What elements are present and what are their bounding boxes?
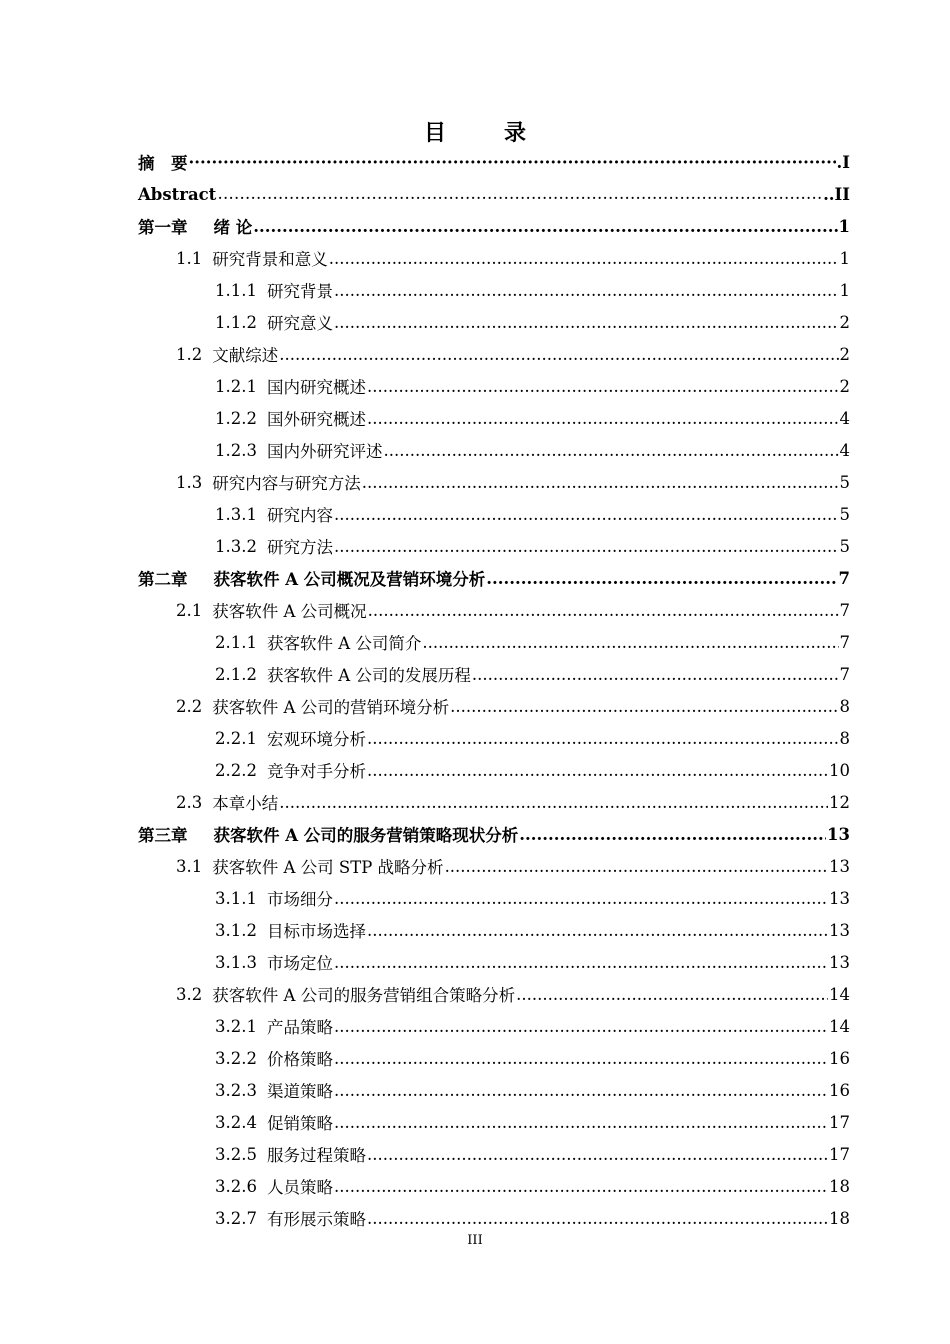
toc-entry-title: 研究背景 (266, 282, 333, 301)
toc-entry[interactable] (138, 498, 850, 530)
toc-entry-number: 第一章 (138, 218, 188, 237)
toc-entry[interactable] (138, 690, 850, 722)
toc-entry[interactable] (138, 882, 850, 914)
toc-entry[interactable] (138, 338, 850, 370)
toc-entry-page: 4 (839, 408, 850, 428)
toc-entry-number: 3.2.1 (215, 1016, 257, 1036)
toc-entry-number: 1.3.2 (215, 536, 257, 556)
dot-leader (334, 1083, 828, 1100)
dot-leader (422, 635, 838, 652)
toc-entry[interactable] (138, 754, 850, 786)
toc-entry-page: 12 (829, 792, 850, 812)
dot-leader (368, 603, 839, 620)
toc-entry-number: 1.2 (176, 344, 203, 364)
toc-entry-title: 市场细分 (266, 890, 333, 909)
toc-entry-page: ..II (823, 184, 850, 204)
toc-entry-number: 3.1.3 (215, 952, 257, 972)
toc-entry-page: .I (836, 152, 850, 172)
toc-entry-page: 2 (839, 344, 850, 364)
toc-entry-title: 研究内容与研究方法 (212, 474, 361, 493)
toc-entry-title: 获客软件 A 公司概况 (212, 602, 367, 621)
toc-entry-title: 产品策略 (266, 1018, 333, 1037)
toc-entry-page: 17 (829, 1112, 850, 1132)
dot-leader (445, 859, 828, 876)
toc-entry[interactable] (138, 626, 850, 658)
toc-entry-title: 国内研究概述 (266, 378, 366, 397)
toc-entry-number: 第二章 (138, 570, 188, 589)
toc-entry-page: 14 (829, 1016, 850, 1036)
toc-entry[interactable] (138, 1010, 850, 1042)
toc-entry-number: 1.1 (176, 248, 203, 268)
toc-entry-page: 8 (839, 728, 850, 748)
toc-entry-number: 3.1 (176, 856, 203, 876)
dot-leader (189, 155, 836, 172)
toc-entry-page: 4 (839, 440, 850, 460)
toc-entry-title: 获客软件 A 公司的服务营销组合策略分析 (212, 986, 516, 1005)
toc-entry-number: 1.3.1 (215, 504, 257, 524)
toc-entry-title: 获客软件 A 公司的发展历程 (266, 666, 471, 685)
toc-entry-page: 1 (838, 216, 850, 236)
toc-entry-title: 渠道策略 (266, 1082, 333, 1101)
toc-entry-title: 本章小结 (212, 794, 279, 813)
toc-entry[interactable] (138, 562, 850, 594)
toc-entry-title: 宏观环境分析 (266, 730, 366, 749)
toc-entry-page: 13 (829, 952, 850, 972)
toc-entry[interactable] (138, 722, 850, 754)
toc-entry-title: 服务过程策略 (266, 1146, 366, 1165)
dot-leader (334, 891, 828, 908)
toc-entry-page: 1 (839, 248, 850, 268)
toc-entry[interactable] (138, 210, 850, 242)
toc-entry-title: 人员策略 (266, 1178, 333, 1197)
toc-entry-number: 3.2.6 (215, 1176, 257, 1196)
toc-entry-title: 国内外研究评述 (266, 442, 383, 461)
toc-entry-title: 有形展示策略 (266, 1210, 366, 1229)
toc-entry-number: 1.3 (176, 472, 203, 492)
dot-leader (450, 699, 838, 716)
toc-entry[interactable] (138, 1138, 850, 1170)
dot-leader (362, 475, 839, 492)
toc-entry-title: 促销策略 (266, 1114, 333, 1133)
dot-leader (486, 571, 837, 588)
toc-entry[interactable] (138, 306, 850, 338)
toc-entry-page: 13 (829, 856, 850, 876)
toc-entry-number: 1.2.2 (215, 408, 257, 428)
dot-leader (329, 251, 839, 268)
toc-entry[interactable] (138, 850, 850, 882)
toc-entry-title: 绪 论 (213, 218, 253, 237)
toc-entry-page: 7 (838, 568, 850, 588)
toc-entry-number: 3.2.7 (215, 1208, 257, 1228)
dot-leader (367, 411, 839, 428)
table-of-contents (138, 146, 850, 1234)
toc-entry[interactable] (138, 274, 850, 306)
dot-leader (367, 1211, 828, 1228)
toc-entry[interactable] (138, 978, 850, 1010)
dot-leader (367, 923, 828, 940)
toc-entry[interactable] (138, 818, 850, 850)
toc-entry-page: 2 (839, 312, 850, 332)
toc-entry[interactable] (138, 466, 850, 498)
toc-entry-title: 获客软件 A 公司简介 (266, 634, 422, 653)
dot-leader (367, 379, 839, 396)
toc-entry-number: 1.1.1 (215, 280, 257, 300)
toc-entry-page: 13 (829, 920, 850, 940)
dot-leader (367, 731, 839, 748)
toc-entry-number: 2.2.2 (215, 760, 257, 780)
toc-entry-title: 研究方法 (266, 538, 333, 557)
toc-entry-title: 价格策略 (266, 1050, 333, 1069)
dot-leader (279, 795, 828, 812)
toc-entry-title: 研究内容 (266, 506, 333, 525)
dot-leader (334, 539, 839, 556)
toc-entry[interactable] (138, 1042, 850, 1074)
toc-entry[interactable] (138, 402, 850, 434)
toc-entry[interactable] (138, 786, 850, 818)
toc-entry[interactable] (138, 1202, 850, 1234)
toc-entry-page: 7 (839, 632, 850, 652)
page-title: 目 录 (423, 120, 544, 146)
page-number: III (467, 1233, 483, 1248)
toc-entry-number: 2.1 (176, 600, 203, 620)
toc-entry-number: 2.2 (176, 696, 203, 716)
toc-entry[interactable] (138, 1074, 850, 1106)
toc-entry-number: 2.2.1 (215, 728, 257, 748)
toc-entry-number: 3.1.1 (215, 888, 257, 908)
toc-entry-page: 13 (827, 824, 850, 844)
toc-entry-page: 7 (839, 664, 850, 684)
toc-entry[interactable] (138, 658, 850, 690)
toc-entry-number: 3.2.3 (215, 1080, 257, 1100)
toc-entry-number: 第三章 (138, 826, 188, 845)
toc-entry-page: 18 (829, 1208, 850, 1228)
toc-entry-page: 5 (839, 504, 850, 524)
toc-entry[interactable] (138, 242, 850, 274)
toc-entry-title: 市场定位 (266, 954, 333, 973)
dot-leader (217, 186, 822, 203)
dot-leader (383, 443, 838, 460)
toc-entry[interactable] (138, 434, 850, 466)
toc-entry[interactable] (138, 1170, 850, 1202)
toc-entry-title: 目标市场选择 (266, 922, 366, 941)
toc-entry[interactable] (138, 370, 850, 402)
toc-entry[interactable] (138, 914, 850, 946)
toc-entry-title: 文献综述 (212, 346, 279, 365)
dot-leader (334, 955, 828, 972)
toc-entry-page: 2 (839, 376, 850, 396)
toc-entry-page: 10 (829, 760, 850, 780)
toc-entry[interactable] (138, 146, 850, 178)
toc-entry-title: 研究背景和意义 (212, 250, 328, 269)
toc-entry-page: 16 (829, 1048, 850, 1068)
toc-entry-number: 3.2.4 (215, 1112, 257, 1132)
toc-entry-number: 3.2.5 (215, 1144, 257, 1164)
toc-entry-number: 3.2 (176, 984, 203, 1004)
toc-entry-title: 摘 要 (138, 154, 188, 173)
toc-entry-number: 3.1.2 (215, 920, 257, 940)
toc-entry-number: 2.1.2 (215, 664, 257, 684)
toc-entry-number: 1.1.2 (215, 312, 257, 332)
dot-leader (253, 219, 837, 236)
toc-entry-page: 5 (839, 536, 850, 556)
toc-entry-number: 2.3 (176, 792, 203, 812)
toc-entry[interactable] (138, 946, 850, 978)
dot-leader (334, 1115, 828, 1132)
toc-entry[interactable] (138, 530, 850, 562)
dot-leader (334, 507, 839, 524)
toc-entry[interactable] (138, 178, 850, 210)
toc-entry-page: 7 (839, 600, 850, 620)
dot-leader (334, 1019, 828, 1036)
toc-entry-title: 获客软件 A 公司的服务营销策略现状分析 (213, 826, 519, 845)
toc-entry-title: 获客软件 A 公司概况及营销环境分析 (213, 570, 486, 589)
toc-entry-number: 3.2.2 (215, 1048, 257, 1068)
toc-entry-title: 国外研究概述 (266, 410, 366, 429)
dot-leader (519, 827, 826, 844)
dot-leader (367, 1147, 828, 1164)
toc-entry-page: 8 (839, 696, 850, 716)
toc-entry-title: 获客软件 A 公司的营销环境分析 (212, 698, 450, 717)
dot-leader (334, 1051, 828, 1068)
toc-entry-number: 1.2.3 (215, 440, 257, 460)
toc-entry-page: 16 (829, 1080, 850, 1100)
toc-entry-page: 1 (839, 280, 850, 300)
toc-entry-page: 17 (829, 1144, 850, 1164)
dot-leader (334, 1179, 828, 1196)
toc-entry-number: 2.1.1 (215, 632, 257, 652)
dot-leader (279, 347, 838, 364)
toc-entry-page: 14 (829, 984, 850, 1004)
toc-entry-title: Abstract (138, 184, 217, 204)
toc-entry-page: 13 (829, 888, 850, 908)
dot-leader (516, 987, 828, 1004)
dot-leader (334, 315, 839, 332)
dot-leader (367, 763, 828, 780)
toc-entry-title: 获客软件 A 公司 STP 战略分析 (212, 858, 444, 877)
dot-leader (334, 283, 839, 300)
toc-entry-page: 5 (839, 472, 850, 492)
toc-entry-page: 18 (829, 1176, 850, 1196)
dot-leader (472, 667, 839, 684)
toc-entry[interactable] (138, 594, 850, 626)
toc-entry-number: 1.2.1 (215, 376, 257, 396)
toc-entry-title: 竞争对手分析 (266, 762, 366, 781)
toc-entry-title: 研究意义 (266, 314, 333, 333)
toc-entry[interactable] (138, 1106, 850, 1138)
